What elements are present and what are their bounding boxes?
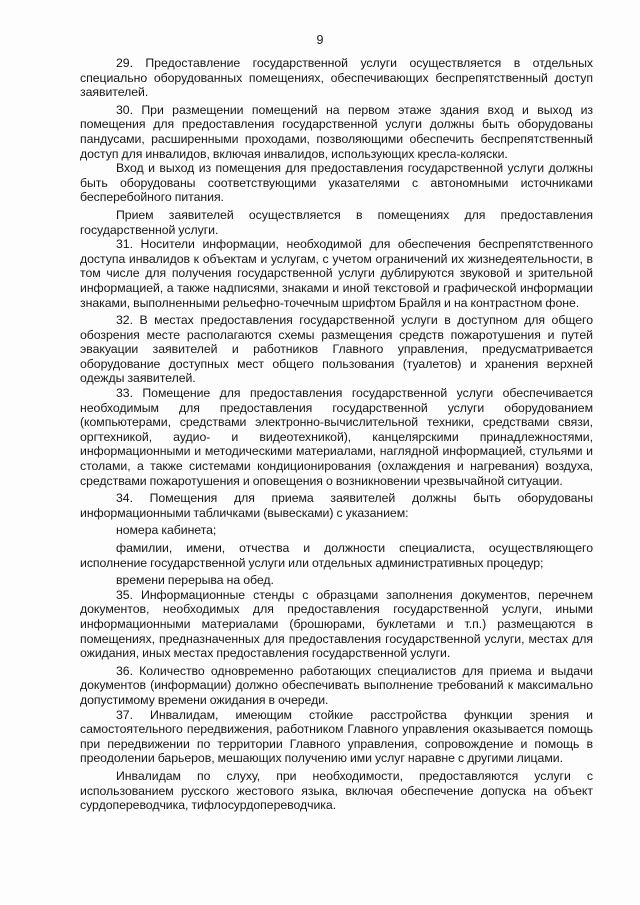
paragraph-34: 34. Помещения для приема заявителей должны быть оборудованы информационными табличками (вывесками) с указанием: xyxy=(80,491,593,520)
paragraph-29: 29. Предоставление государственной услуги осуществляется в отдельных специально оборудованных помещениях, обеспечивающих беспрепятственный доступ заявителей. xyxy=(80,56,593,100)
paragraph-35: 35. Информационные стенды с образцами заполнения документов, перечнем документов, необходимых для предоставления государственной услуги, иными информационными материалами (брошюрами, буклетами и т.п.) размещаются в помещениях, предназначенных для предоставления государственной услуги, местах для ожидания, иных местах предоставления государственной услуги. xyxy=(80,587,593,661)
paragraph-30: 30. При размещении помещений на первом этаже здания вход и выход из помещения для предоставления государственной услуги должны быть оборудованы пандусами, расширенными проходами, позволяющими обеспечить беспрепятственный доступ для инвалидов, включая инвалидов, использующих кресла-коляски. xyxy=(80,102,593,161)
paragraph-34-specialist: фамилии, имени, отчества и должности специалиста, осуществляющего исполнение государственной услуги или отдельных административных процедур; xyxy=(80,541,593,570)
paragraph-36: 36. Количество одновременно работающих специалистов для приема и выдачи документов (информации) должно обеспечивать выполнение требований к максимально допустимому времени ожидания в очереди. xyxy=(80,663,593,707)
paragraph-33: 33. Помещение для предоставления государственной услуги обеспечивается необходимым для предоставления государственной услуги оборудованием (компьютерами, средствами электронно-вычислительной техники, средствами связи, оргтехникой, аудио- и видеотехникой), канцелярскими принадлежностями, информационными и методическими материалами, наглядной информацией, стульями и столами, а также системами кондиционирования (охлаждения и нагревания) воздуха, средствами пожаротушения и оповещения о возникновении чрезвычайной ситуации. xyxy=(80,386,593,488)
paragraph-37: 37. Инвалидам, имеющим стойкие расстройства функции зрения и самостоятельного передвижения, работником Главного управления оказывается помощь при передвижении по территории Главного управления, сопровождение и помощь в преодолении барьеров, мешающих получению ими услуг наравне с другими лицами. xyxy=(80,707,593,766)
paragraph-37-hearing: Инвалидам по слуху, при необходимости, предоставляются услуги с использованием русского жестового языка, включая обеспечение допуска на объект сурдопереводчика, тифлосурдопереводчика. xyxy=(80,768,593,813)
document-body xyxy=(80,56,593,813)
page-number: 9 xyxy=(316,33,324,47)
paragraph-32: 32. В местах предоставления государственной услуги в доступном для общего обозрения месте располагаются схемы размещения средств пожаротушения и путей эвакуации заявителей и работников Главного управления, предусматривается оборудование доступных мест общего пользования (туалетов) и хранения верхней одежды заявителей. xyxy=(80,313,593,386)
paragraph-34-break: времени перерыва на обед. xyxy=(116,573,274,588)
paragraph-31: 31. Носители информации, необходимой для обеспечения беспрепятственного доступа инвалидов к объектам и услугам, с учетом ограничений их жизнедеятельности, в том числе для получения государственной услуги дублируются звуковой и зрительной информацией, а также надписями, знаками и иной текстовой и графической информации знаками, выполненными рельефно-точечным шрифтом Брайля и на контрастном фоне. xyxy=(80,237,593,310)
paragraph-30-reception: Прием заявителей осуществляется в помещениях для предоставления государственной услуги. xyxy=(80,207,593,237)
paragraph-30-entrance: Вход и выход из помещения для предоставления государственной услуги должны быть оборудованы соответствующими указателями с автономными источниками бесперебойного питания. xyxy=(80,161,593,205)
paragraph-34-room-number: номера кабинета; xyxy=(116,523,217,538)
